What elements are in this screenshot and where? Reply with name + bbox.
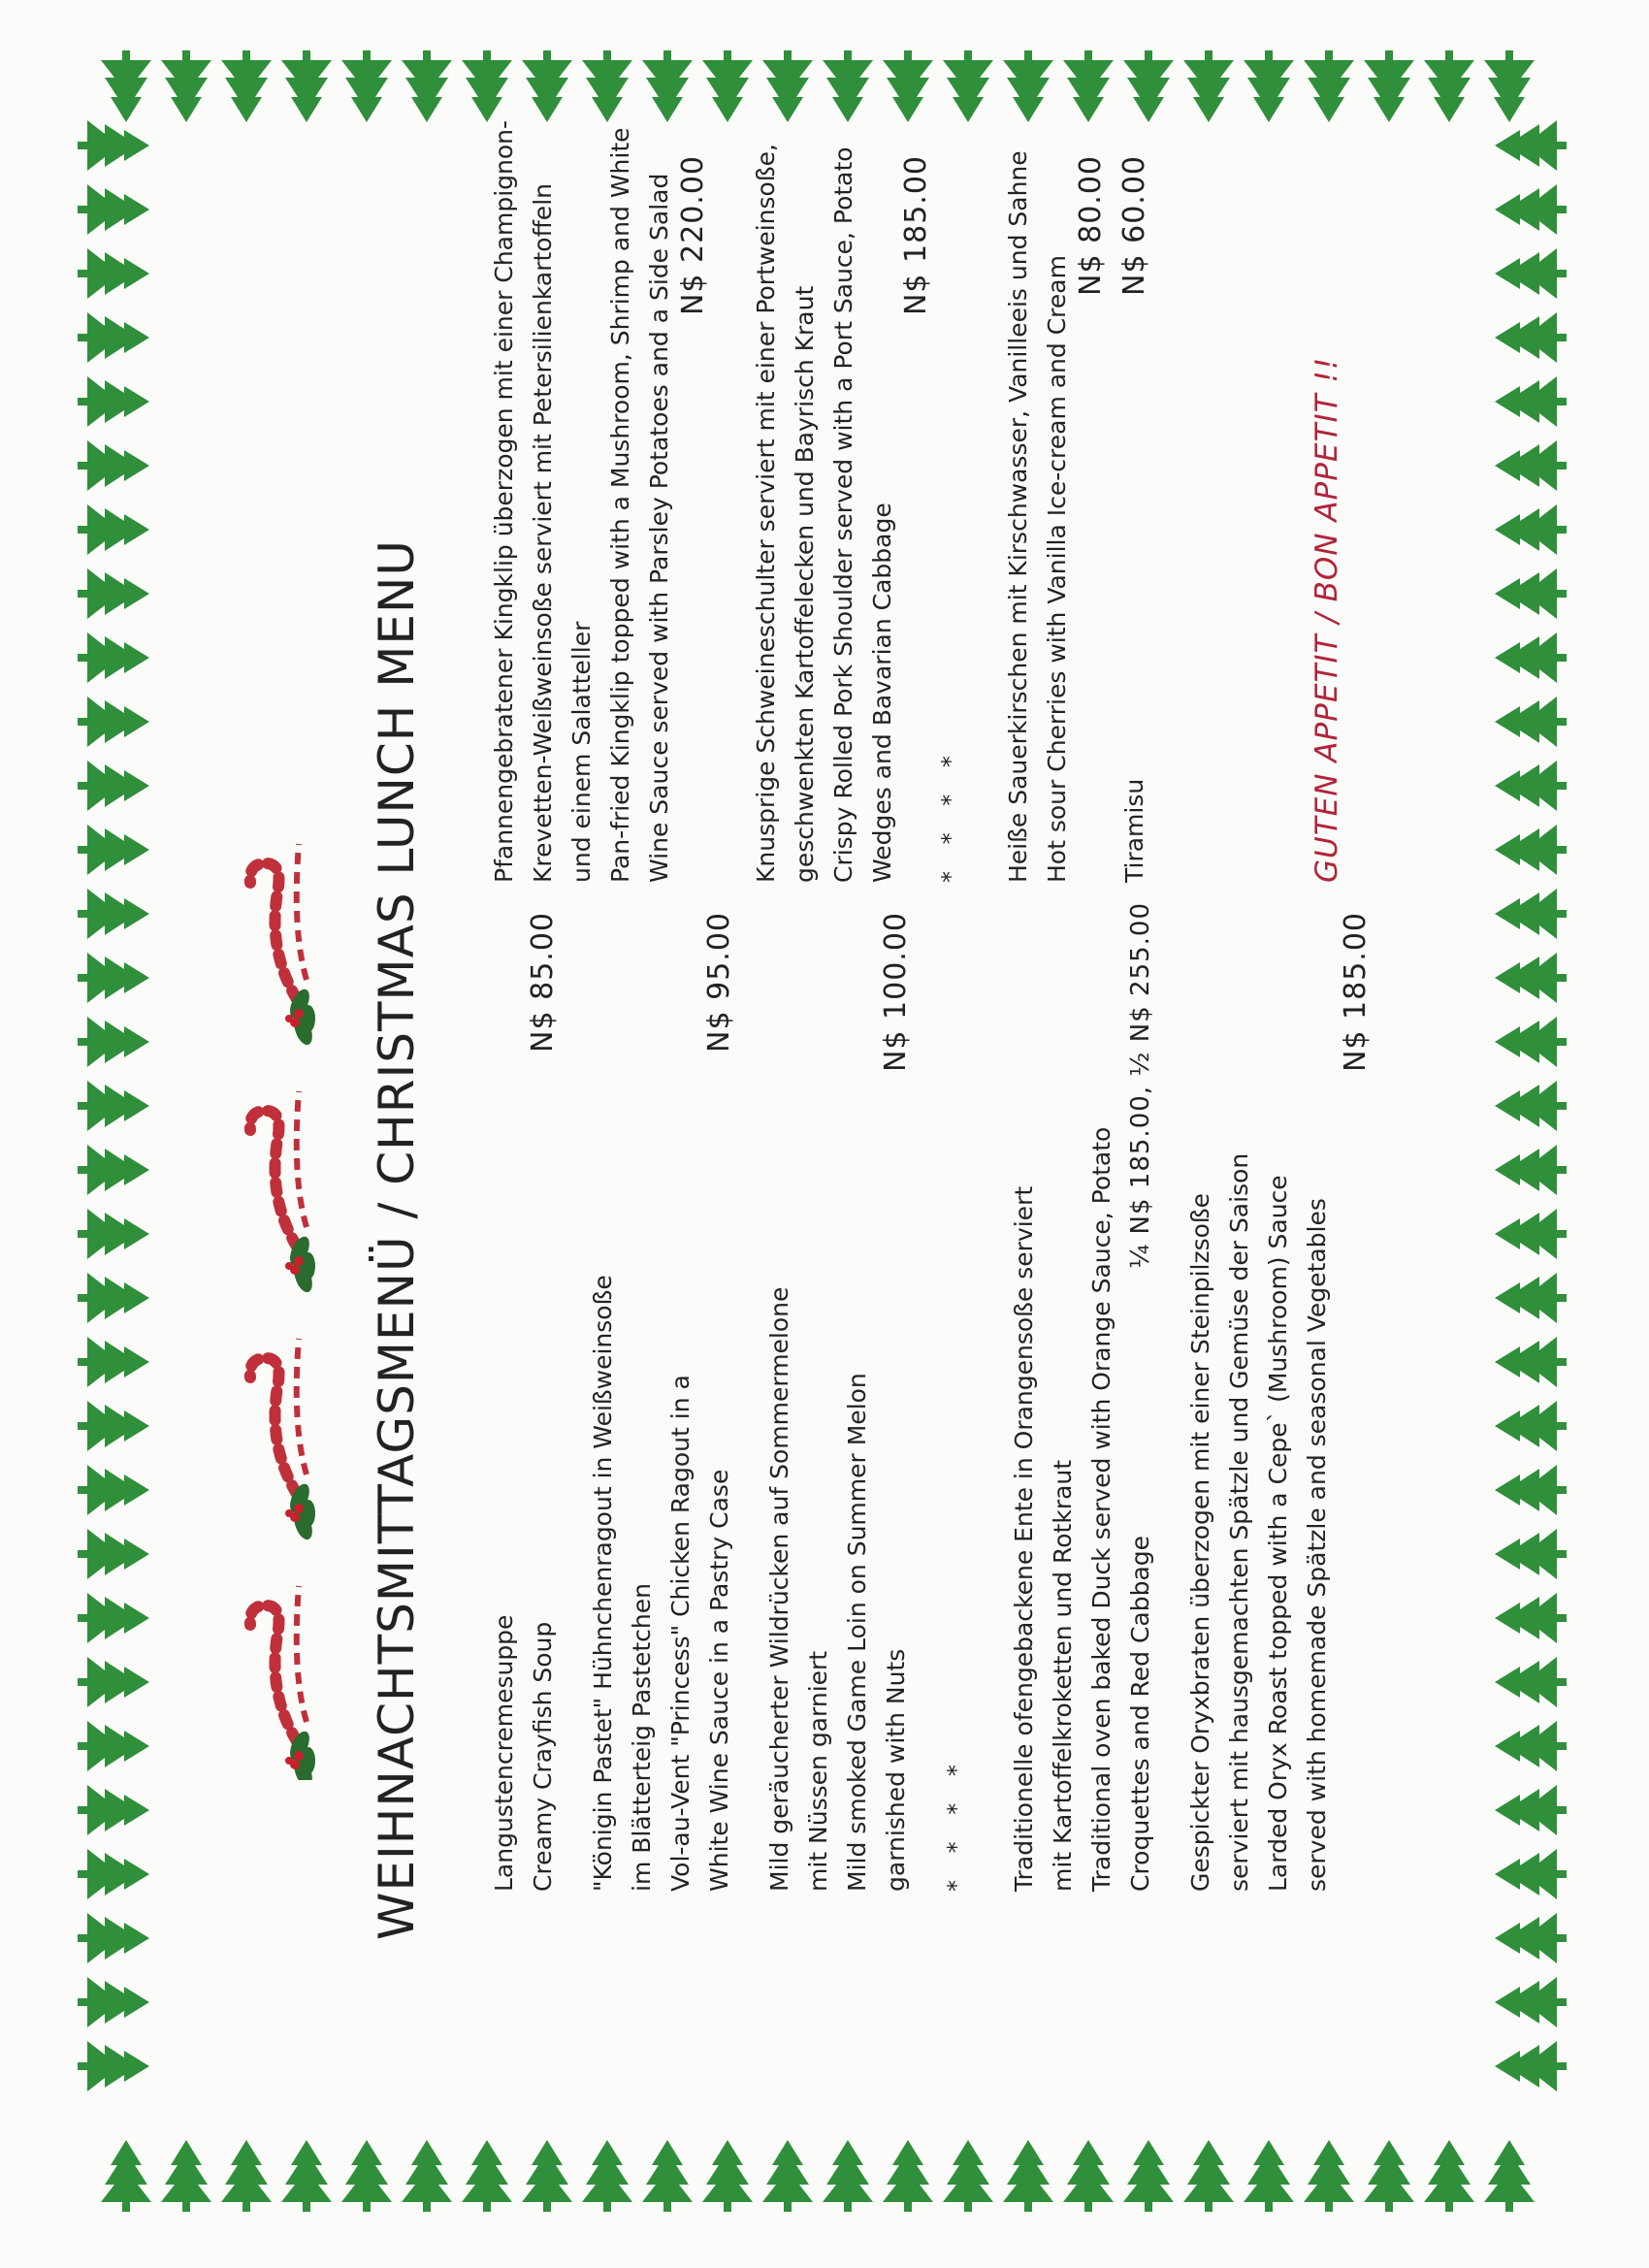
christmas-tree-icon xyxy=(78,1337,149,1387)
item-line: Creamy Crayfish Soup xyxy=(529,1621,557,1892)
christmas-tree-icon xyxy=(78,376,149,427)
menu-item xyxy=(485,912,563,1892)
christmas-tree-icon xyxy=(1495,1017,1567,1067)
item-price: N$ 60.00 xyxy=(1117,155,1151,296)
menu-item xyxy=(747,144,933,883)
christmas-tree-icon xyxy=(1495,248,1567,299)
christmas-tree-icon xyxy=(1484,50,1535,122)
christmas-tree-icon xyxy=(78,1273,149,1323)
christmas-tree-icon xyxy=(221,50,272,122)
christmas-tree-icon xyxy=(1063,50,1114,122)
item-line: Croquettes and Red Cabbage xyxy=(1126,1535,1154,1892)
christmas-tree-icon xyxy=(101,50,151,122)
christmas-tree-icon xyxy=(462,2140,512,2212)
christmas-tree-icon xyxy=(1244,2140,1294,2212)
christmas-tree-icon xyxy=(78,1977,149,2027)
item-line: Gespickter Oryxbraten überzogen mit einer Steinpilzsoße xyxy=(1186,1192,1214,1892)
christmas-tree-icon xyxy=(1495,2041,1567,2091)
christmas-tree-icon xyxy=(1424,2140,1474,2212)
christmas-tree-icon xyxy=(823,50,873,122)
christmas-tree-icon xyxy=(702,2140,753,2212)
christmas-tree-icon xyxy=(1495,376,1567,427)
christmas-tree-icon xyxy=(78,1721,149,1771)
christmas-tree-icon xyxy=(78,1209,149,1259)
christmas-tree-icon xyxy=(762,2140,813,2212)
item-line: "Königin Pastet" Hühnchenragout in Weißweinsoße xyxy=(589,1275,617,1892)
item-line: Krevetten-Weißweinsoße serviert mit Petersilienkartoffeln xyxy=(529,183,557,883)
christmas-tree-icon xyxy=(78,632,149,683)
christmas-tree-icon xyxy=(883,50,933,122)
christmas-tree-icon xyxy=(1495,120,1567,171)
christmas-tree-icon xyxy=(762,50,813,122)
christmas-tree-icon xyxy=(78,697,149,747)
christmas-tree-icon xyxy=(78,1913,149,1963)
item-price: N$ 185.00 xyxy=(899,155,933,316)
christmas-tree-icon xyxy=(281,2140,332,2212)
christmas-tree-icon xyxy=(462,50,512,122)
christmas-tree-icon xyxy=(1495,1913,1567,1963)
christmas-tree-icon xyxy=(1364,50,1414,122)
christmas-tree-icon xyxy=(1183,2140,1234,2212)
christmas-tree-icon xyxy=(78,2041,149,2091)
item-line: White Wine Sauce in a Pastry Case xyxy=(705,1469,733,1892)
item-line: und einem Salatteller xyxy=(567,621,596,883)
item-price: N$ 185.00 xyxy=(1339,912,1373,1073)
christmas-tree-icon xyxy=(78,1145,149,1195)
item-line: mit Kartoffelkroketten und Rotkraut xyxy=(1049,1459,1077,1892)
christmas-tree-icon xyxy=(221,2140,272,2212)
christmas-tree-icon xyxy=(1495,568,1567,619)
menu-item xyxy=(1116,155,1154,883)
tree-row-top xyxy=(101,50,1535,122)
christmas-tree-icon xyxy=(1495,889,1567,939)
item-line: Mild smoked Game Loin on Summer Melon xyxy=(843,1373,871,1892)
christmas-tree-icon xyxy=(1495,761,1567,811)
christmas-tree-icon xyxy=(522,50,572,122)
christmas-tree-icon xyxy=(1495,1529,1567,1579)
christmas-tree-icon xyxy=(341,2140,392,2212)
christmas-tree-icon xyxy=(78,312,149,363)
item-line: Pan-fried Kingklip topped with a Mushroom, Shrimp and White xyxy=(606,127,634,883)
christmas-tree-icon xyxy=(1304,50,1354,122)
christmas-tree-icon xyxy=(78,1017,149,1067)
item-line: Heiße Sauerkirschen mit Kirschwasser, Vanilleeis und Sahne xyxy=(1004,150,1032,883)
candy-cane-icon xyxy=(250,1586,307,1741)
item-line: mit Nüssen garniert xyxy=(804,1650,832,1892)
christmas-tree-icon xyxy=(402,50,452,122)
christmas-tree-icon xyxy=(1495,1849,1567,1899)
christmas-tree-icon xyxy=(78,1529,149,1579)
item-line: Larded Oryx Roast topped with a Cepe` (Mushroom) Sauce xyxy=(1264,1175,1292,1892)
christmas-tree-icon xyxy=(1495,184,1567,235)
christmas-tree-icon xyxy=(78,889,149,939)
christmas-tree-icon xyxy=(78,440,149,491)
menu-content xyxy=(233,119,1455,2027)
item-price: N$ 80.00 xyxy=(1074,155,1108,296)
christmas-tree-icon xyxy=(1495,504,1567,555)
item-line: Knusprige Schweineschulter serviert mit einer Portweinsoße, xyxy=(752,144,780,883)
item-line: garnished with Nuts xyxy=(882,1648,910,1892)
christmas-tree-icon xyxy=(101,2140,151,2212)
menu-item xyxy=(999,150,1108,883)
christmas-tree-icon xyxy=(78,568,149,619)
candy-cane-icon xyxy=(250,1339,307,1494)
candy-cane-icon xyxy=(250,1091,307,1247)
christmas-tree-icon xyxy=(1495,1785,1567,1835)
christmas-tree-icon xyxy=(1244,50,1294,122)
christmas-tree-icon xyxy=(1495,697,1567,747)
item-price: N$ 100.00 xyxy=(879,912,913,1073)
item-line: Langustencremesuppe xyxy=(490,1614,518,1892)
christmas-tree-icon xyxy=(1495,1465,1567,1515)
item-line: Wedges and Bavarian Cabbage xyxy=(868,502,896,883)
christmas-tree-icon xyxy=(78,953,149,1003)
item-line: Crispy Rolled Pork Shoulder served with a Port Sauce, Potato xyxy=(829,146,857,883)
christmas-tree-icon xyxy=(1495,1337,1567,1387)
christmas-tree-icon xyxy=(1495,953,1567,1003)
christmas-tree-icon xyxy=(78,825,149,875)
christmas-tree-icon xyxy=(78,1593,149,1643)
menu-item xyxy=(1005,902,1160,1892)
christmas-tree-icon xyxy=(78,1657,149,1707)
christmas-tree-icon xyxy=(78,1465,149,1515)
christmas-tree-icon xyxy=(281,50,332,122)
christmas-tree-icon xyxy=(1495,1721,1567,1771)
christmas-tree-icon xyxy=(1495,1209,1567,1259)
christmas-tree-icon xyxy=(1123,50,1174,122)
christmas-tree-icon xyxy=(1495,1273,1567,1323)
christmas-tree-icon xyxy=(1003,2140,1053,2212)
christmas-tree-icon xyxy=(78,504,149,555)
christmas-tree-icon xyxy=(1364,2140,1414,2212)
tree-column-left xyxy=(78,120,149,2091)
christmas-tree-icon xyxy=(883,2140,933,2212)
greeting-text: GUTEN APPETIT / BON APPETIT !! xyxy=(1310,356,1344,883)
item-price: N$ 85.00 xyxy=(526,912,560,1053)
christmas-tree-icon xyxy=(1495,1401,1567,1451)
christmas-tree-icon xyxy=(1424,50,1474,122)
christmas-tree-icon xyxy=(642,50,693,122)
item-line: im Blätterteig Pastetchen xyxy=(628,1583,656,1892)
christmas-tree-icon xyxy=(1003,50,1053,122)
christmas-tree-icon xyxy=(1495,440,1567,491)
christmas-tree-icon xyxy=(161,2140,211,2212)
christmas-tree-icon xyxy=(582,2140,632,2212)
item-line: Traditional oven baked Duck served with Orange Sauce, Potato xyxy=(1087,1126,1116,1892)
christmas-tree-icon xyxy=(1495,1145,1567,1195)
christmas-tree-icon xyxy=(522,2140,572,2212)
item-line: Mild geräucherter Wildrücken auf Sommermelone xyxy=(765,1286,793,1892)
christmas-tree-icon xyxy=(161,50,211,122)
christmas-tree-icon xyxy=(943,2140,993,2212)
item-price: N$ 220.00 xyxy=(676,155,710,316)
christmas-tree-icon xyxy=(943,50,993,122)
christmas-tree-icon xyxy=(78,1849,149,1899)
christmas-tree-icon xyxy=(1063,2140,1114,2212)
christmas-tree-icon xyxy=(1495,1593,1567,1643)
course-separator: * * * * xyxy=(937,746,964,883)
christmas-tree-icon xyxy=(1495,312,1567,363)
candy-cane-garland-icon xyxy=(239,761,326,1780)
item-line: Traditionelle ofengebackene Ente in Orangensoße serviert xyxy=(1010,1185,1038,1892)
menu-item xyxy=(485,119,710,883)
item-line: geschwenkten Kartoffelecken und Bayrisch Kraut xyxy=(791,285,819,883)
menu-item xyxy=(584,912,739,1892)
item-line: Tiramisu xyxy=(1120,778,1148,883)
christmas-tree-icon xyxy=(582,50,632,122)
christmas-tree-icon xyxy=(1123,2140,1174,2212)
menu-title: WEIHNACHTSMITTAGSMENÜ / CHRISTMAS LUNCH MENU xyxy=(369,538,425,1940)
christmas-tree-icon xyxy=(78,1081,149,1131)
course-separator: * * * * xyxy=(943,1755,970,1892)
christmas-tree-icon xyxy=(78,761,149,811)
christmas-tree-icon xyxy=(78,184,149,235)
item-line: served with homemade Spätzle and seasonal Vegetables xyxy=(1303,1198,1331,1892)
christmas-tree-icon xyxy=(402,2140,452,2212)
christmas-tree-icon xyxy=(1495,1977,1567,2027)
christmas-tree-icon xyxy=(1304,2140,1354,2212)
item-line: serviert mit hausgemachten Spätzle und Gemüse der Saison xyxy=(1225,1152,1253,1892)
christmas-tree-icon xyxy=(78,120,149,171)
item-price: N$ 95.00 xyxy=(702,912,736,1053)
left-menu-column xyxy=(485,902,1373,1892)
item-price: ¼ N$ 185.00, ½ N$ 255.00 xyxy=(1126,902,1155,1269)
christmas-tree-icon xyxy=(341,50,392,122)
item-line: Vol-au-Vent "Princess" Chicken Ragout in a xyxy=(666,1375,695,1892)
menu-item xyxy=(1181,912,1373,1892)
christmas-tree-icon xyxy=(1484,2140,1535,2212)
menu-item xyxy=(760,912,916,1892)
item-line: Wine Sauce served with Parsley Potatoes and a Side Salad xyxy=(645,173,673,883)
christmas-tree-icon xyxy=(78,1401,149,1451)
item-line: Pfannengebratener Kingklip überzogen mit einer Champignon- xyxy=(490,119,518,883)
christmas-tree-icon xyxy=(702,50,753,122)
tree-column-right xyxy=(1495,120,1567,2091)
christmas-tree-icon xyxy=(823,2140,873,2212)
christmas-tree-icon xyxy=(1495,1657,1567,1707)
right-menu-column xyxy=(485,119,1176,883)
christmas-tree-icon xyxy=(1495,825,1567,875)
candy-cane-icon xyxy=(250,844,307,999)
christmas-tree-icon xyxy=(78,1785,149,1835)
christmas-tree-icon xyxy=(642,2140,693,2212)
christmas-tree-icon xyxy=(1495,632,1567,683)
christmas-tree-icon xyxy=(78,248,149,299)
item-line: Hot sour Cherries with Vanilla Ice-cream and Cream xyxy=(1043,255,1071,883)
christmas-tree-icon xyxy=(1183,50,1234,122)
tree-row-bottom xyxy=(101,2140,1535,2212)
christmas-tree-icon xyxy=(1495,1081,1567,1131)
